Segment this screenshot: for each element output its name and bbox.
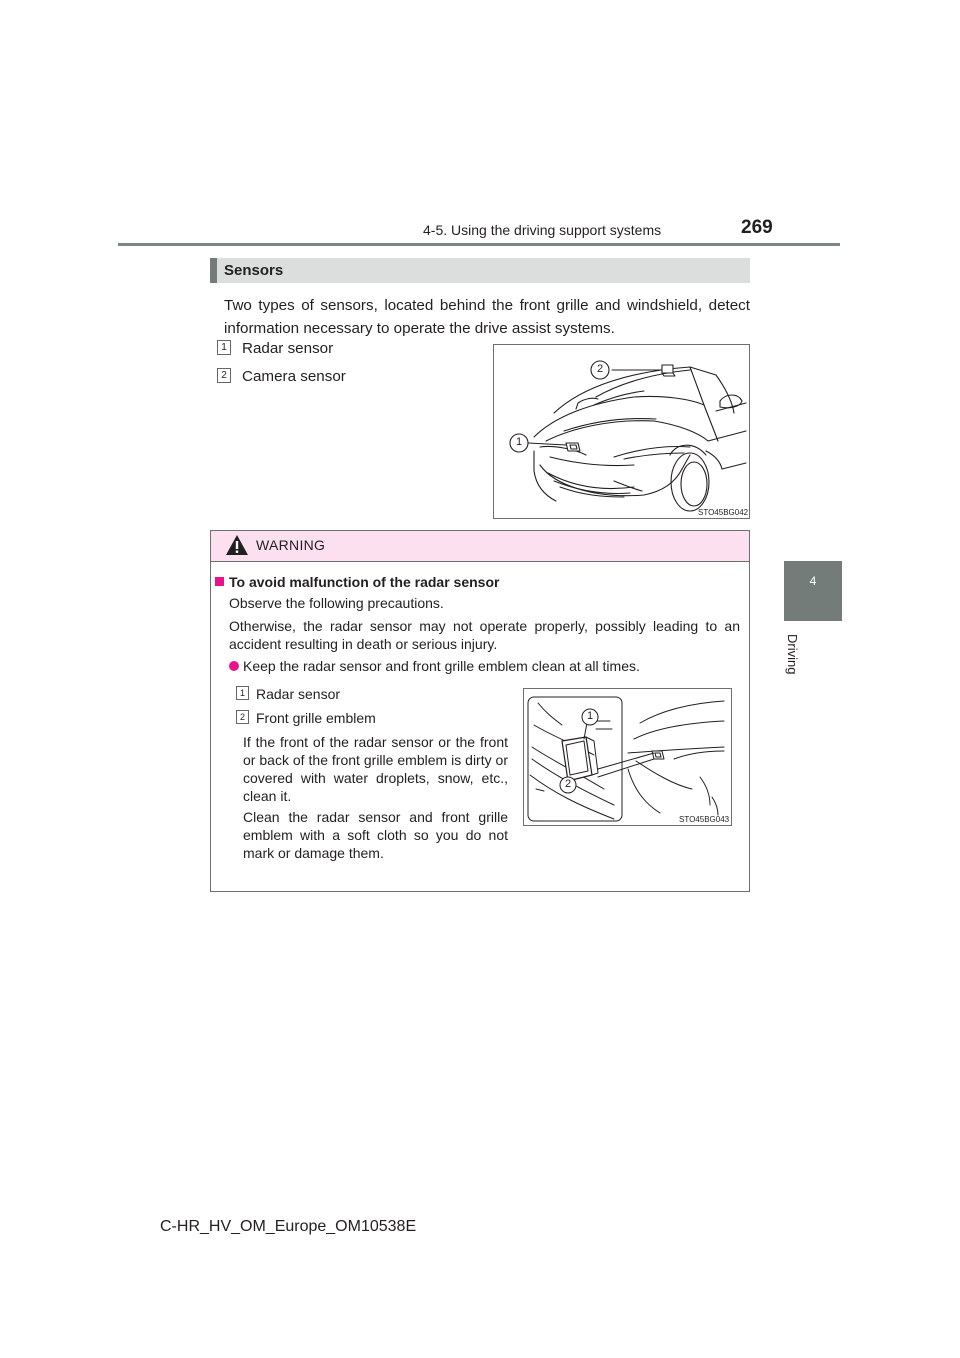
chapter-tab-label: Driving: [785, 634, 800, 675]
callout-number: 1: [515, 436, 523, 448]
chapter-section-title: 4-5. Using the driving support systems: [423, 222, 662, 238]
grille-detail-illustration: [524, 689, 731, 825]
warning-bullet: Keep the radar sensor and front grille emblem clean at all times.: [243, 658, 640, 674]
callout-number: 2: [596, 363, 604, 375]
callout-number: 2: [564, 778, 572, 790]
warning-line-2: Otherwise, the radar sensor may not operate properly, possibly leading to an accident resulting in death or serious injury.: [229, 618, 740, 652]
sensor-location-figure: [493, 344, 750, 519]
warning-item-emblem: Front grille emblem: [256, 710, 376, 726]
warning-para-2: Clean the radar sensor and front grille emblem with a soft cloth so you do not mark or damage them.: [243, 809, 508, 861]
chapter-tab: [784, 561, 842, 621]
warning-title: To avoid malfunction of the radar sensor: [229, 574, 500, 590]
sensor-item-camera: Camera sensor: [242, 368, 346, 385]
warning-triangle-icon: [225, 534, 249, 556]
item-number-badge: 1: [236, 686, 249, 700]
warning-item-radar: Radar sensor: [256, 686, 341, 702]
document-id: C-HR_HV_OM_Europe_OM10538E: [160, 1218, 417, 1235]
figure-code: STO45BG042: [698, 508, 749, 517]
car-front-illustration: [494, 345, 749, 518]
item-number-badge: 2: [217, 368, 231, 383]
item-number-badge: 1: [217, 340, 231, 355]
callout-number: 1: [586, 710, 594, 722]
sensors-intro: Two types of sensors, located behind the front grille and windshield, detect information necessary to operate the drive assist systems.: [224, 297, 750, 337]
section-heading-bar: [210, 258, 750, 283]
chapter-tab-number: 4: [809, 574, 817, 588]
warning-label: WARNING: [256, 537, 326, 553]
section-heading: Sensors: [224, 262, 284, 279]
page-number: 269: [741, 217, 773, 238]
figure-code: STO45BG043: [679, 815, 730, 824]
warning-para-1: If the front of the radar sensor or the front or back of the front grille emblem is dirty or covered with water droplets, snow, etc., clean it.: [243, 734, 508, 804]
warning-line-1: Observe the following precautions.: [229, 595, 444, 611]
header-rule: [118, 243, 840, 246]
item-number-badge: 2: [236, 710, 249, 724]
pink-square-bullet-icon: [215, 577, 224, 586]
pink-dot-bullet-icon: [229, 661, 239, 671]
grille-detail-figure: [523, 688, 732, 826]
sensor-item-radar: Radar sensor: [242, 340, 334, 357]
